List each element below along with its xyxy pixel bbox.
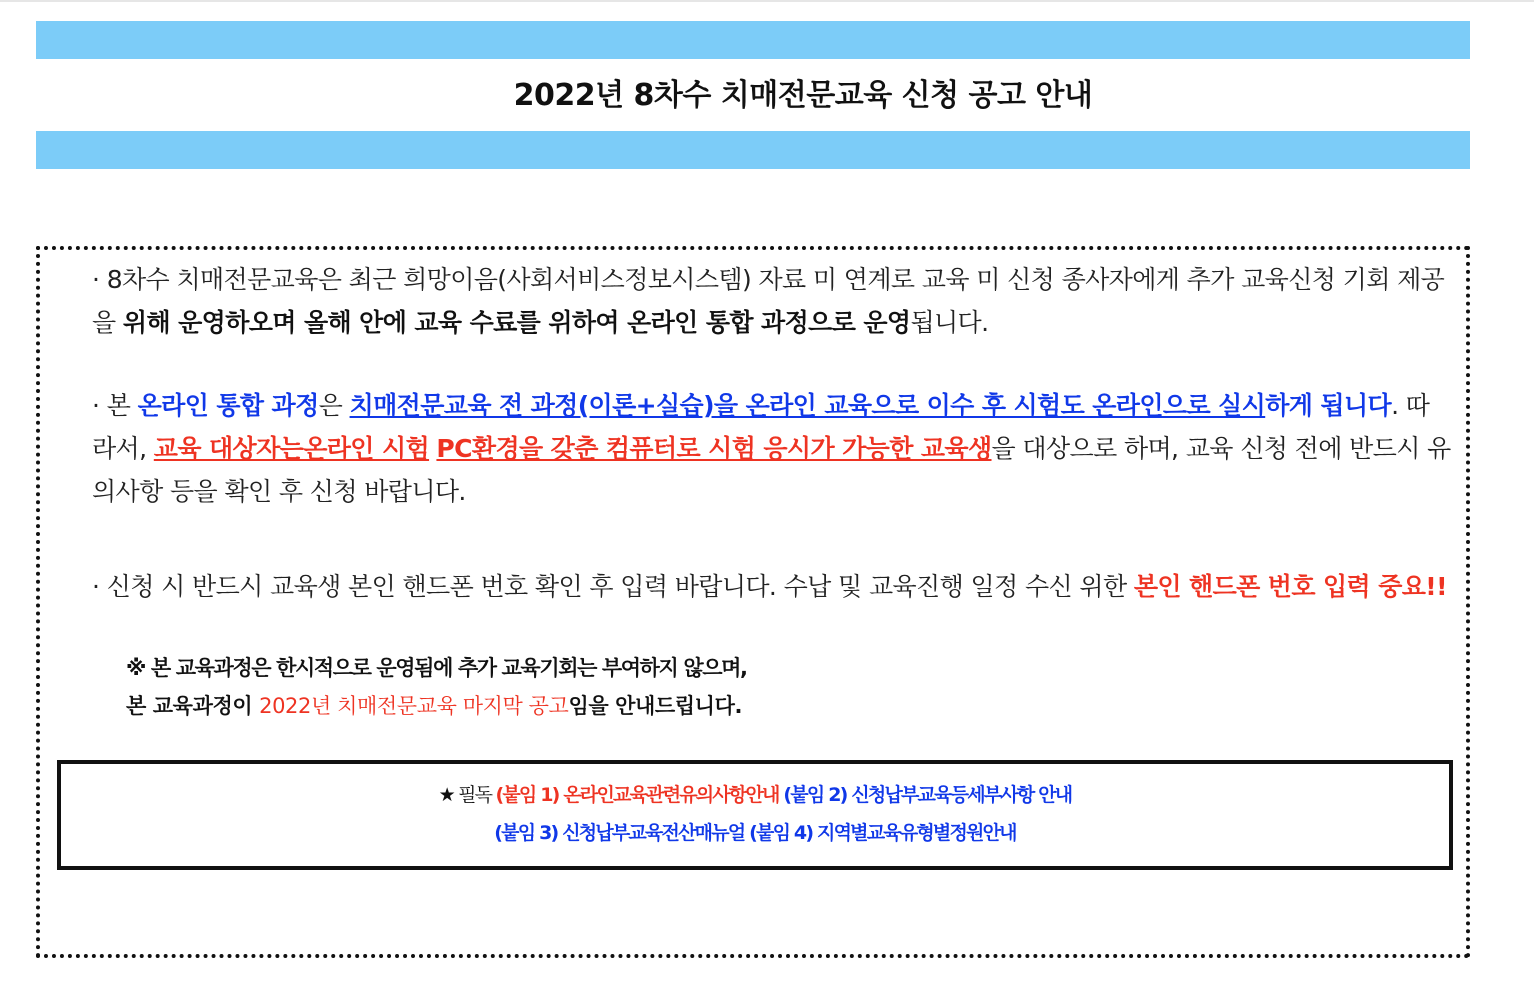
p1-end: 됩니다. [910,308,989,337]
attachments-line-1 [61,776,1449,814]
note2-red: 2022년 치매전문교육 마지막 공고 [259,694,569,718]
attachments-line-2 [61,814,1449,852]
p2-blue-underlined: 치매전문교육 전 과정(이론+실습)을 온라인 교육으로 이수 후 시험도 온라인으로 실시 [349,391,1266,420]
p1-text: · 8차수 치매전문교육은 최근 희망이음(사회서비스정보시스템) 자료 미 연계로 교육 미 신청 종사자에게 추가 교육신청 기회 제공을 [92,265,1445,337]
attachment-1-link[interactable]: (붙임 1) 온라인교육관련유의사항안내 [495,784,779,806]
note2-text-a: 본 교육과정이 [126,694,260,718]
p2-text-c: . 따라서, [92,391,1430,463]
attachments-box [57,760,1453,870]
p3-text: · 신청 시 반드시 교육생 본인 핸드폰 번호 확인 후 입력 바랍니다. 수납 및 교육진행 일정 수신 위한 [92,572,1134,601]
notice-paragraph-3 [92,565,1452,608]
header-band-top [36,21,1470,59]
p2-text-a: · 본 [92,391,138,420]
attachment-3-link[interactable]: (붙임 3) 신청납부교육전산매뉴얼 [494,822,745,844]
note-line-2 [126,688,1426,724]
page-title: 2022년 8차수 치매전문교육 신청 공고 안내 [513,78,1093,113]
note-line-1: ※ 본 교육과정은 한시적으로 운영됨에 추가 교육기회는 부여하지 않으며, [126,656,747,680]
note2-text-b: 임을 안내드립니다. [568,694,743,718]
p2-red-underlined-2: PC환경을 갖춘 컴퓨터로 시험 응시가 가능한 교육생 [436,434,992,463]
p2-blue-end: 하게 됩니다 [1265,391,1392,420]
attachment-2-link[interactable]: (붙임 2) 신청납부교육등세부사항 안내 [778,784,1072,806]
p2-text-b: 은 [318,391,350,420]
must-read-label: ★ 필독 [438,784,496,806]
notice-paragraph-1 [92,258,1452,344]
p1-bold: 위해 운영하오며 올해 안에 교육 수료를 위하여 온라인 통합 과정으로 운영 [122,308,911,337]
p2-red-underlined-1: 교육 대상자는온라인 시험 [153,434,430,463]
header-band-bottom [36,131,1470,169]
p2-text-d: 을 대상으로 하며, 교육 신청 전에 반드시 유의사항 등을 확인 후 신청 바랍니다. [92,434,1451,506]
attachment-4-link[interactable]: (붙임 4) 지역별교육유형별정원안내 [744,822,1016,844]
notice-paragraph-2 [92,384,1452,513]
p3-red-important: 본인 핸드폰 번호 입력 중요!! [1133,572,1447,601]
p2-blue-course: 온라인 통합 과정 [137,391,319,420]
notice-box [36,246,1470,958]
top-rule [0,0,1534,2]
